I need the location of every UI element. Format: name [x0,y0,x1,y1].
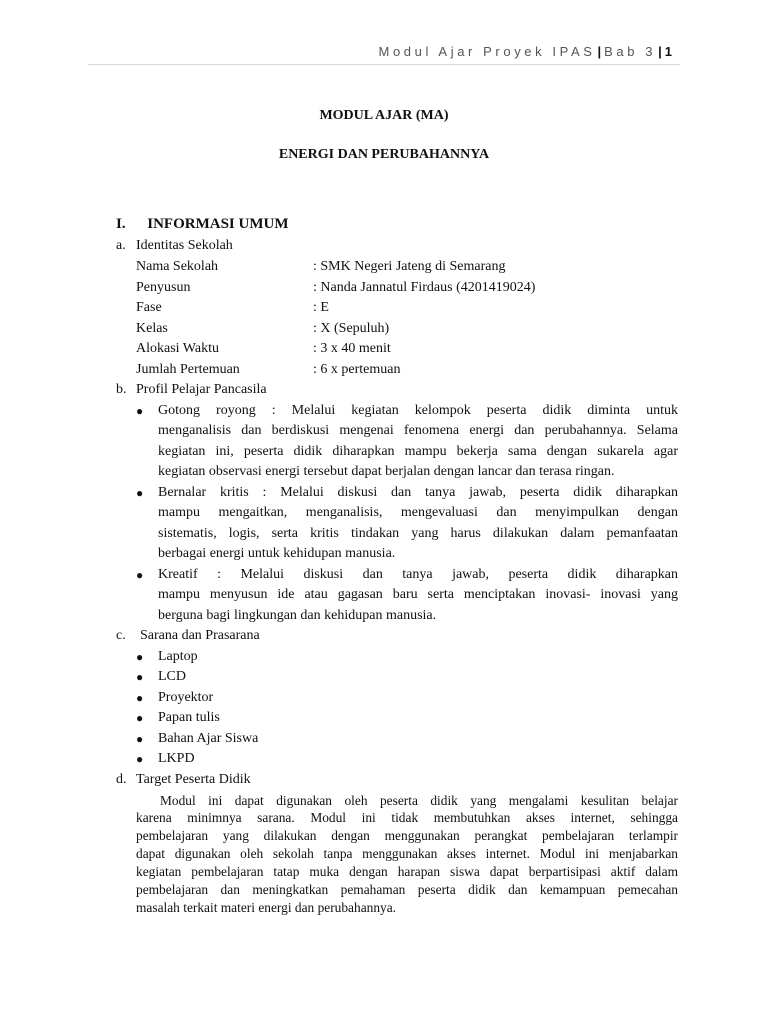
profil-heading: Profil Pelajar Pancasila [136,382,267,397]
list-letter: b. [116,382,127,397]
list-item: Bahan Ajar Siswa [158,731,259,746]
target-paragraph-line: pembelajaran dan meningkatkan pemahaman peserta didik dan kemampuan pemecahan [136,882,678,897]
list-item: LCD [158,669,186,684]
profil-text: sistematis, logis, serta kritis tindakan yang harus dilakukan dalam pemanfaatan [158,526,678,541]
bullet-icon: ● [136,691,144,705]
list-letter: a. [116,238,126,253]
document-subtitle: ENERGI DAN PERUBAHANNYA [278,147,490,162]
identitas-value: : E [313,300,329,315]
profil-text: berguna bagi lingkungan dan kehidupan manusia. [158,608,437,623]
page-header [88,44,672,59]
sarana-heading: Sarana dan Prasarana [140,628,260,643]
identitas-value: : SMK Negeri Jateng di Semarang [313,259,506,274]
document-title: MODUL AJAR (MA) [319,108,449,123]
list-letter: d. [116,772,127,787]
list-letter: c. [116,628,126,643]
header-rule [88,64,680,65]
profil-text: berbagai energi untuk kehidupan manusia. [158,546,396,561]
list-item: Proyektor [158,690,214,705]
list-item: Laptop [158,649,198,664]
profil-text: mampu mengaitkan, menganalisis, mengevaluasi dan menyimpulkan dengan [158,505,678,520]
section-number: I. [116,216,126,232]
identitas-label: Kelas [136,321,168,336]
target-heading: Target Peserta Didik [136,772,251,787]
bullet-icon: ● [136,650,144,664]
bullet-icon: ● [136,486,144,500]
identitas-value: : Nanda Jannatul Firdaus (4201419024) [313,280,536,295]
identitas-label: Penyusun [136,280,191,295]
profil-text: Kreatif : Melalui diskusi dan tanya jawab, peserta didik diharapkan [158,567,678,582]
section-title: INFORMASI UMUM [147,216,289,232]
target-paragraph-line: pembelajaran yang dilakukan dengan menggunakan perangkat pembelajaran terlampir [136,828,678,843]
profil-text: Bernalar kritis : Melalui diskusi dan tanya jawab, peserta didik diharapkan [158,485,678,500]
list-item: Papan tulis [158,710,220,725]
bullet-icon: ● [136,568,144,582]
identitas-value: : X (Sepuluh) [313,321,390,336]
identitas-heading: Identitas Sekolah [136,238,233,253]
target-paragraph-line: Modul ini dapat digunakan oleh peserta didik yang mengalami kesulitan belajar [160,793,678,808]
bullet-icon: ● [136,752,144,766]
section-heading [116,216,288,233]
identitas-label: Alokasi Waktu [136,341,219,356]
page-number: 1 [664,44,672,59]
target-paragraph-line: masalah terkait materi energi dan perubahannya. [136,900,397,915]
bullet-icon: ● [136,711,144,725]
profil-text: kegiatan observasi energi tersebut dapat berjalan dengan lancar dan terasa ringan. [158,464,615,479]
bullet-icon: ● [136,404,144,418]
identitas-label: Fase [136,300,162,315]
header-separator: | [658,44,662,59]
profil-text: Gotong royong : Melalui kegiatan kelompok peserta didik diminta untuk [158,403,678,418]
target-paragraph-line: karena minimnya sarana. Modul ini tidak membutuhkan akses internet, sehingga [136,810,678,825]
target-paragraph-line: kegiatan pembelajaran tatap muka dengan harapan siswa dapat berpartisipasi aktif dalam [136,864,678,879]
profil-text: kegiatan ini, peserta didik diharapkan mampu bekerja sama dengan sukarela agar [158,444,678,459]
identitas-label: Jumlah Pertemuan [136,362,240,377]
header-separator: | [597,44,602,59]
identitas-label: Nama Sekolah [136,259,219,274]
bullet-icon: ● [136,732,144,746]
profil-text: menganalisis dan berdiskusi mengenai fenomena energi dan perubahannya. Selama [158,423,678,438]
profil-text: mampu menyusun ide atau gagasan baru serta menciptakan inovasi- inovasi yang [158,587,678,602]
bullet-icon: ● [136,670,144,684]
identitas-value: : 6 x pertemuan [313,362,401,377]
identitas-value: : 3 x 40 menit [313,341,391,356]
list-item: LKPD [158,751,195,766]
chapter-label: Bab 3 [604,44,657,59]
target-paragraph-line: dapat digunakan oleh sekolah tanpa menggunakan akses internet. Modul ini menjabarkan [136,846,678,861]
running-title: Modul Ajar Proyek IPAS [378,44,596,59]
